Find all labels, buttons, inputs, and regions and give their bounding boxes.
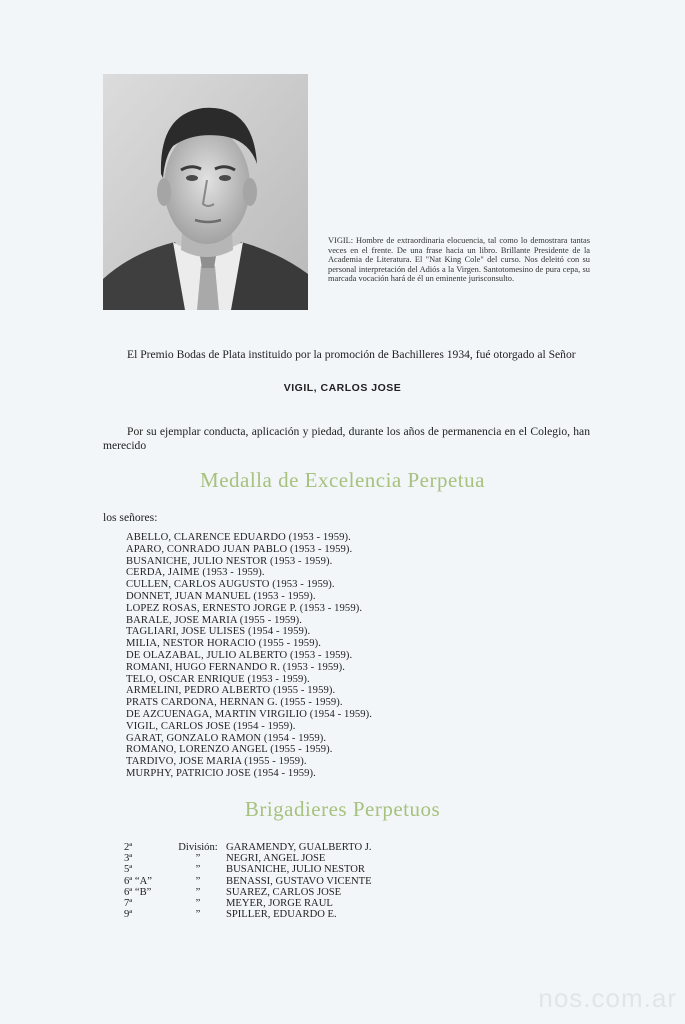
division-label: ” [195,875,201,887]
division-number: 7ª [124,898,133,910]
list-item: CULLEN, CARLOS AUGUSTO (1953 - 1959). [126,579,335,591]
table-row [124,876,372,887]
division-label: ” [195,898,201,910]
list-item: BARALE, JOSE MARIA (1955 - 1959). [126,614,303,626]
list-item: ROMANI, HUGO FERNANDO R. (1953 - 1959). [126,661,346,673]
division-label: ” [195,864,201,876]
table-row [124,842,372,853]
table-row [124,864,372,875]
division-label: ” [195,853,201,865]
brigadier-name: NEGRI, ANGEL JOSE [226,853,326,865]
division-label: ” [195,886,201,898]
table-row [124,853,372,864]
division-number: 2ª [124,842,133,853]
portrait-caption: VIGIL: Hombre de extraordinaria elocuencia, tal como lo demostrara tantas veces en el frente. De una frase hacia un libro. Brillante Presidente de la Academia de Literatura. El "Nat King Cole" del curso. Nos deleitó con su personal interpretación del Adiós a la Virgen. Santotomesino de pura cepa, su marcada vocación hará de él un eminente jurisconsulto. [328,236,590,284]
watermark: nos.com.ar [538,983,677,1013]
premio-paragraph: El Premio Bodas de Plata instituido por la promoción de Bachilleres 1934, fué otorgado al Señor [127,348,576,361]
medalla-heading: Medalla de Excelencia Perpetua [200,468,485,492]
division-label: División: [178,842,218,853]
list-item: ABELLO, CLARENCE EDUARDO (1953 - 1959). [126,532,351,543]
brigadieres-table [124,842,372,920]
list-item: MILIA, NESTOR HORACIO (1955 - 1959). [126,638,321,650]
list-item: VIGIL, CARLOS JOSE (1954 - 1959). [126,720,296,732]
list-item: LOPEZ ROSAS, ERNESTO JORGE P. (1953 - 1959). [126,602,363,614]
medalla-intro: los señores: [103,511,158,524]
awardee-name: VIGIL, CARLOS JOSE [283,382,402,394]
list-item: PRATS CARDONA, HERNAN G. (1955 - 1959). [126,697,343,709]
brigadier-name: SPILLER, EDUARDO E. [226,909,337,921]
table-row [124,909,372,920]
list-item: ROMANO, LORENZO ANGEL (1955 - 1959). [126,744,333,756]
division-label: ” [195,909,201,921]
list-item: TELO, OSCAR ENRIQUE (1953 - 1959). [126,673,310,685]
list-item: APARO, CONRADO JUAN PABLO (1953 - 1959). [126,543,353,555]
list-item: MURPHY, PATRICIO JOSE (1954 - 1959). [126,767,316,779]
list-item: DE OLAZABAL, JULIO ALBERTO (1953 - 1959). [126,649,353,661]
merito-paragraph: Por su ejemplar conducta, aplicación y piedad, durante los años de permanencia en el Colegio, han merecido [103,425,590,452]
brigadier-name: GARAMENDY, GUALBERTO J. [226,842,372,853]
list-item: TAGLIARI, JOSE ULISES (1954 - 1959). [126,626,311,638]
brigadier-name: SUAREZ, CARLOS JOSE [226,886,342,898]
list-item: CERDA, JAIME (1953 - 1959). [126,567,265,579]
division-number: 6ª “A” [124,875,152,887]
list-item: DONNET, JUAN MANUEL (1953 - 1959). [126,590,316,602]
division-number: 5ª [124,864,133,876]
list-item: GARAT, GONZALO RAMON (1954 - 1959). [126,732,327,744]
brigadier-name: BENASSI, GUSTAVO VICENTE [226,875,372,887]
table-row [124,898,372,909]
list-item: ARMELINI, PEDRO ALBERTO (1955 - 1959). [126,685,336,697]
brigadieres-heading: Brigadieres Perpetuos [244,797,441,821]
table-row [124,887,372,898]
division-number: 6ª “B” [124,886,152,898]
brigadier-name: MEYER, JORGE RAUL [226,898,333,910]
list-item: TARDIVO, JOSE MARIA (1955 - 1959). [126,756,307,768]
brigadier-name: BUSANICHE, JULIO NESTOR [226,864,366,876]
list-item: BUSANICHE, JULIO NESTOR (1953 - 1959). [126,555,333,567]
division-number: 9ª [124,909,133,921]
division-number: 3ª [124,853,133,865]
portrait-photo [103,74,308,310]
medalla-list [126,532,372,780]
list-item: DE AZCUENAGA, MARTIN VIRGILIO (1954 - 1959). [126,708,373,720]
